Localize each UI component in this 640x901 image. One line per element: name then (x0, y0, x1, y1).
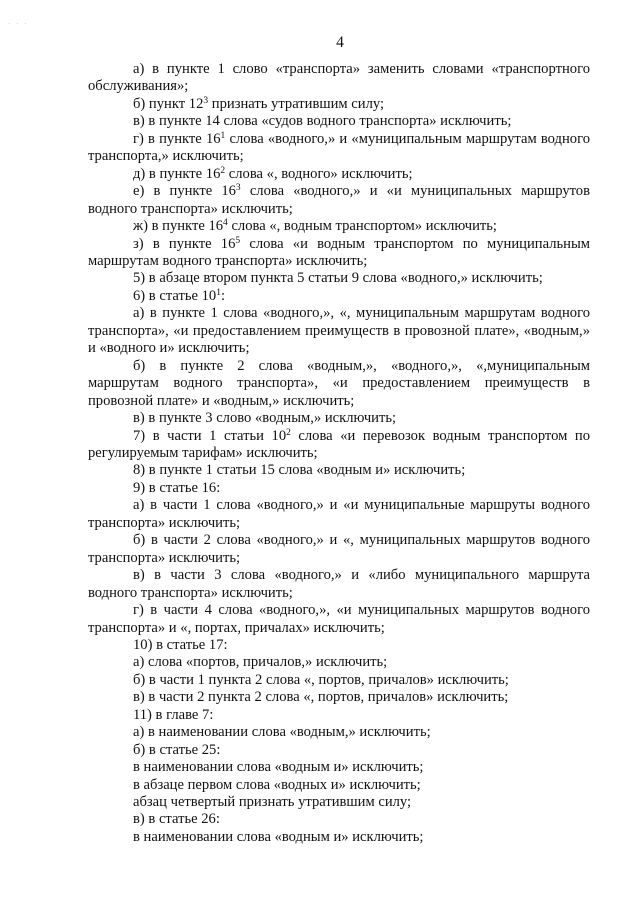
paragraph-text: 10) в статье 17: (133, 636, 228, 653)
paragraph-text: : (220, 287, 226, 304)
paragraph (88, 724, 590, 741)
paragraph (88, 131, 590, 166)
paragraph-text: б) в статье 25: (133, 741, 221, 758)
paragraph-text: в наименовании слова «водным и» исключить; (133, 828, 424, 845)
paragraph (88, 497, 590, 532)
paragraph-text: в) в пункте 14 слова «судов водного транспорта» исключить; (133, 113, 512, 130)
paragraph-text: г) в пункте 16 (133, 130, 221, 147)
paragraph-text: е) в пункте 16 (133, 183, 236, 200)
paragraph (88, 532, 590, 567)
paragraph-text: абзац четвертый признать утратившим силу; (133, 794, 412, 811)
superscript-index: 4 (223, 218, 228, 229)
paragraph-text: слова «и водным транспортом по муниципальным маршрутам водного транспорта» исключить; (88, 235, 590, 269)
paragraph-text: в абзаце первом слова «водных и» исключить; (133, 776, 421, 793)
paragraph-text: слова «, водного» исключить; (225, 165, 413, 182)
paragraph (88, 305, 590, 357)
paragraph-text: 8) в пункте 1 статьи 15 слова «водным и» исключить; (133, 462, 466, 479)
superscript-index: 2 (286, 427, 291, 438)
paragraph-text: 6) в статье 10 (133, 287, 217, 304)
paragraph (88, 602, 590, 637)
superscript-index: 1 (220, 130, 226, 141)
paragraph-text: признать утратившим силу; (208, 95, 385, 112)
paragraph-text: ж) в пункте 16 (133, 218, 224, 235)
paragraph-text: в) в части 3 слова «водного,» и «либо муниципального маршрута водного транспорта» исключить; (88, 567, 590, 601)
paragraph (88, 637, 590, 654)
paragraph (88, 777, 590, 794)
paragraph (88, 183, 590, 218)
paragraph (88, 462, 590, 479)
paragraph (88, 166, 590, 183)
paragraph-text: з) в пункте 16 (133, 235, 236, 252)
paragraph (88, 113, 590, 130)
paragraph-text: в) в пункте 3 слово «водным,» исключить; (133, 410, 397, 427)
paragraph-text: в) в статье 26: (133, 811, 220, 828)
paragraph (88, 707, 590, 724)
paragraph (88, 480, 590, 497)
paragraph-text: слова «, водным транспортом» исключить; (227, 218, 497, 235)
paragraph (88, 218, 590, 235)
paragraph-text: а) слова «портов, причалов,» исключить; (133, 654, 388, 671)
paragraph-text: б) пункт 12 (133, 95, 204, 112)
superscript-index: 3 (203, 95, 209, 106)
paragraph (88, 742, 590, 759)
paragraph-text: а) в наименовании слова «водным,» исключить; (133, 724, 431, 741)
paragraph-text: в наименовании слова «водным и» исключить; (133, 759, 424, 776)
paragraph (88, 96, 590, 113)
paragraph-text: д) в пункте 16 (133, 165, 221, 182)
scan-artifact: · · · (8, 20, 29, 28)
superscript-index: 3 (235, 183, 241, 194)
paragraph (88, 672, 590, 689)
paragraph (88, 567, 590, 602)
paragraph-text: а) в пункте 1 слова «водного,», «, муниципальным маршрутам водного транспорта», «и предоставлением преимуществ в провозной плате», «водным,» и «водного и» исключить; (88, 305, 590, 357)
superscript-index: 2 (220, 165, 226, 176)
paragraph-text: 5) в абзаце втором пункта 5 статьи 9 слова «водного,» исключить; (133, 270, 543, 287)
paragraph (88, 654, 590, 671)
paragraph (88, 794, 590, 811)
paragraph-text: г) в части 4 слова «водного,», «и муниципальных маршрутов водного транспорта» и «, портах, причалах» исключить; (88, 602, 590, 636)
paragraph (88, 829, 590, 846)
page-number: 4 (336, 34, 344, 51)
document-body (88, 61, 590, 846)
paragraph (88, 270, 590, 287)
paragraph-text: в) в части 2 пункта 2 слова «, портов, причалов» исключить; (133, 689, 509, 706)
paragraph (88, 358, 590, 410)
superscript-index: 1 (216, 287, 221, 298)
paragraph (88, 811, 590, 828)
paragraph (88, 759, 590, 776)
paragraph-text: слова «водного,» и «муниципальным маршрутам водного транспорта,» исключить; (88, 130, 590, 165)
paragraph-text: б) в части 2 слова «водного,» и «, муниципальных маршрутов водного транспорта» исключить; (88, 532, 590, 566)
paragraph-text: 9) в статье 16: (133, 479, 221, 496)
paragraph (88, 410, 590, 427)
paragraph-text: а) в пункте 1 слово «транспорта» заменить словами «транспортного обслуживания»; (88, 61, 590, 95)
paragraph (88, 236, 590, 271)
paragraph-text: слова «и перевозок водным транспортом по регулируемым тарифам» исключить; (88, 427, 591, 461)
paragraph (88, 689, 590, 706)
paragraph-text: 7) в части 1 статьи 10 (133, 427, 287, 444)
paragraph-text: б) в части 1 пункта 2 слова «, портов, причалов» исключить; (133, 671, 509, 688)
paragraph-text: б) в пункте 2 слова «водным,», «водного,», «,муниципальным маршрутам водного транспорта», «и предоставлением преимуществ в провозной плате» и «водным,» исключить; (88, 357, 590, 409)
paragraph-text: 11) в главе 7: (133, 706, 214, 723)
paragraph (88, 61, 590, 96)
paragraph-text: слова «водного,» и «и муниципальных маршрутов водного транспорта» исключить; (88, 183, 590, 217)
paragraph-text: а) в части 1 слова «водного,» и «и муниципальные маршруты водного транспорта» исключить; (88, 497, 590, 531)
paragraph (88, 428, 590, 463)
paragraph (88, 288, 590, 305)
superscript-index: 5 (235, 235, 241, 246)
